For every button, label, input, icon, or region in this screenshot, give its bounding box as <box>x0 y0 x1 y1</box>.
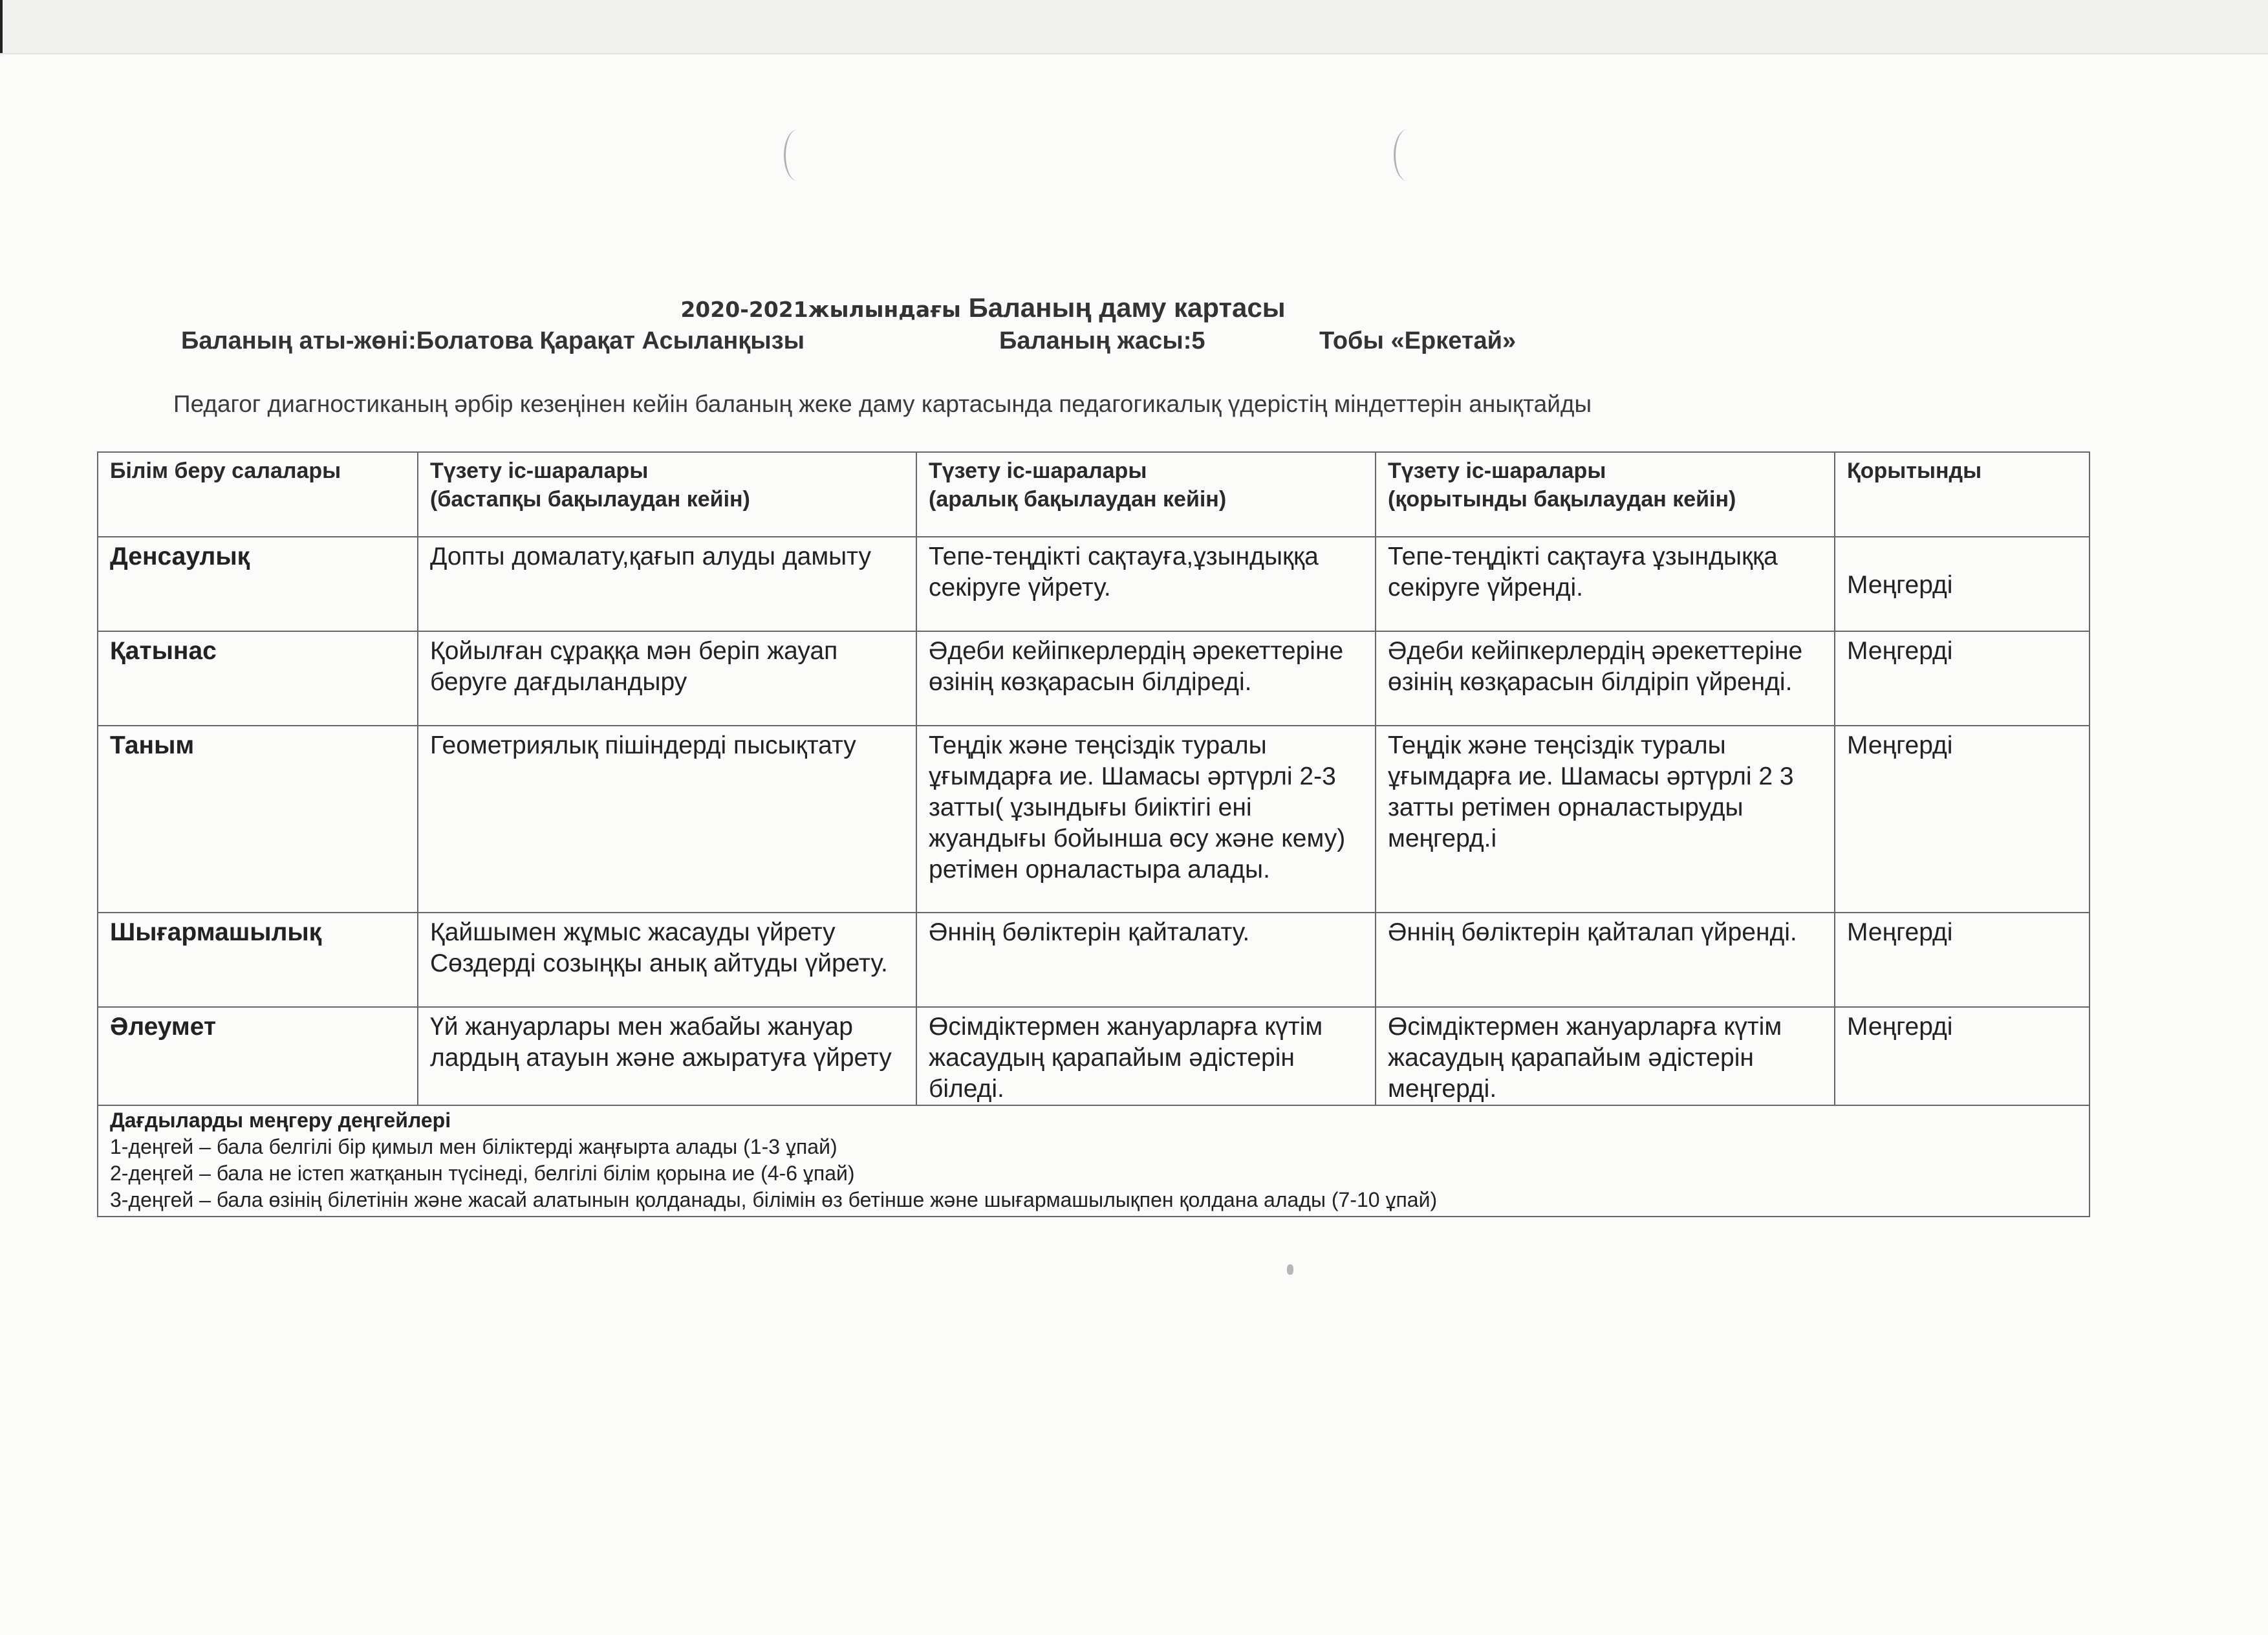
table-row <box>98 726 2090 913</box>
cell-interim: Теңдік және теңсіздік туралы ұғымдарға ие. Шамасы әртүрлі 2-3 затты( ұзындығы биіктігі ені жуандығы бойынша өсу және кему) ретімен орналастыра алады. <box>916 726 1376 913</box>
intro-text: Педагог диагностиканың әрбір кезеңінен кейін баланың жеке даму картасында педагогикалық үдерістің міндеттерін анықтайды <box>173 391 1592 417</box>
child-group: Тобы «Еркетай» <box>1319 327 1517 354</box>
child-name: Баланың аты-жөні:Болатова Қарақат Асыланқызы <box>181 327 805 354</box>
title-text: Баланың даму картасы <box>968 292 1286 323</box>
skill-level-3: 3-деңгей – бала өзінің білетінін және жасай алатынын қолданады, білімін өз бетінше және шығармашылықпен қолдана алады (7-10 ұпай) <box>110 1188 1438 1211</box>
cell-final: Теңдік және теңсіздік туралы ұғымдарға ие. Шамасы әртүрлі 2 3 затты ретімен орналастыруды меңгерд.і <box>1376 726 1835 913</box>
cell-result: Меңгерді <box>1835 1007 2090 1105</box>
table-row <box>98 1007 2090 1105</box>
development-map-table <box>97 451 2090 1217</box>
cell-area: Шығармашылық <box>98 913 418 1007</box>
scan-top-band <box>0 0 2268 54</box>
cell-initial: Қойылған сұраққа мән беріп жауап беруге дағдыландыру <box>418 631 916 726</box>
cell-result: Меңгерді <box>1835 726 2090 913</box>
header-initial: Түзету іс-шаралары (бастапқы бақылаудан кейін) <box>418 452 916 537</box>
cell-initial: Допты домалату,қағып алуды дамыту <box>418 537 916 631</box>
table-row <box>98 537 2090 631</box>
skill-levels-row <box>98 1105 2090 1217</box>
punch-hole-mark <box>1394 129 1421 181</box>
child-age: Баланың жасы:5 <box>999 327 1205 354</box>
cell-final: Өсімдіктермен жануарларға күтім жасаудың қарапайым әдістерін меңгерді. <box>1376 1007 1835 1105</box>
skill-level-2: 2-деңгей – бала не істеп жатқанын түсінеді, белгілі білім қорына ие (4-6 ұпай) <box>110 1162 855 1185</box>
cell-area: Таным <box>98 726 418 913</box>
skill-level-1: 1-деңгей – бала белгілі бір қимыл мен біліктерді жаңғырта алады (1-3 ұпай) <box>110 1135 837 1158</box>
cell-initial: Геометриялық пішіндерді пысықтату <box>418 726 916 913</box>
table-header-row <box>98 452 2090 537</box>
header-interim: Түзету іс-шаралары (аралық бақылаудан кейін) <box>916 452 1376 537</box>
table-row <box>98 913 2090 1007</box>
cell-interim: Өсімдіктермен жануарларға күтім жасаудың қарапайым әдістерін біледі. <box>916 1007 1376 1105</box>
cell-interim: Әдеби кейіпкерлердің әрекеттеріне өзінің көзқарасын білдіреді. <box>916 631 1376 726</box>
cell-initial: Қайшымен жұмыс жасауды үйрету Сөздерді созыңқы анық айтуды үйрету. <box>418 913 916 1007</box>
header-final: Түзету іс-шаралары (қорытынды бақылаудан кейін) <box>1376 452 1835 537</box>
cell-area: Әлеумет <box>98 1007 418 1105</box>
skill-levels-title: Дағдыларды меңгеру деңгейлері <box>110 1109 451 1132</box>
cell-result: Меңгерді <box>1835 537 2090 631</box>
table-row <box>98 631 2090 726</box>
header-area: Білім беру салалары <box>98 452 418 537</box>
title-year: 2020-2021жылындағы <box>680 297 961 322</box>
cell-final: Тепе-теңдікті сақтауға ұзындыққа секіруге үйренді. <box>1376 537 1835 631</box>
cell-result: Меңгерді <box>1835 631 2090 726</box>
cell-interim: Тепе-теңдікті сақтауға,ұзындыққа секіруге үйрету. <box>916 537 1376 631</box>
scan-left-mark <box>0 0 3 53</box>
cell-final: Әннің бөліктерін қайталап үйренді. <box>1376 913 1835 1007</box>
document-title <box>0 292 1966 323</box>
scan-smudge <box>1287 1264 1293 1275</box>
cell-initial: Үй жануарлары мен жабайы жануар лардың атауын және ажыратуға үйрету <box>418 1007 916 1105</box>
punch-hole-mark <box>784 129 812 181</box>
cell-result: Меңгерді <box>1835 913 2090 1007</box>
cell-interim: Әннің бөліктерін қайталату. <box>916 913 1376 1007</box>
header-result: Қорытынды <box>1835 452 2090 537</box>
cell-final: Әдеби кейіпкерлердің әрекеттеріне өзінің көзқарасын білдіріп үйренді. <box>1376 631 1835 726</box>
skill-levels-cell <box>98 1105 2090 1217</box>
cell-area: Денсаулық <box>98 537 418 631</box>
cell-area: Қатынас <box>98 631 418 726</box>
